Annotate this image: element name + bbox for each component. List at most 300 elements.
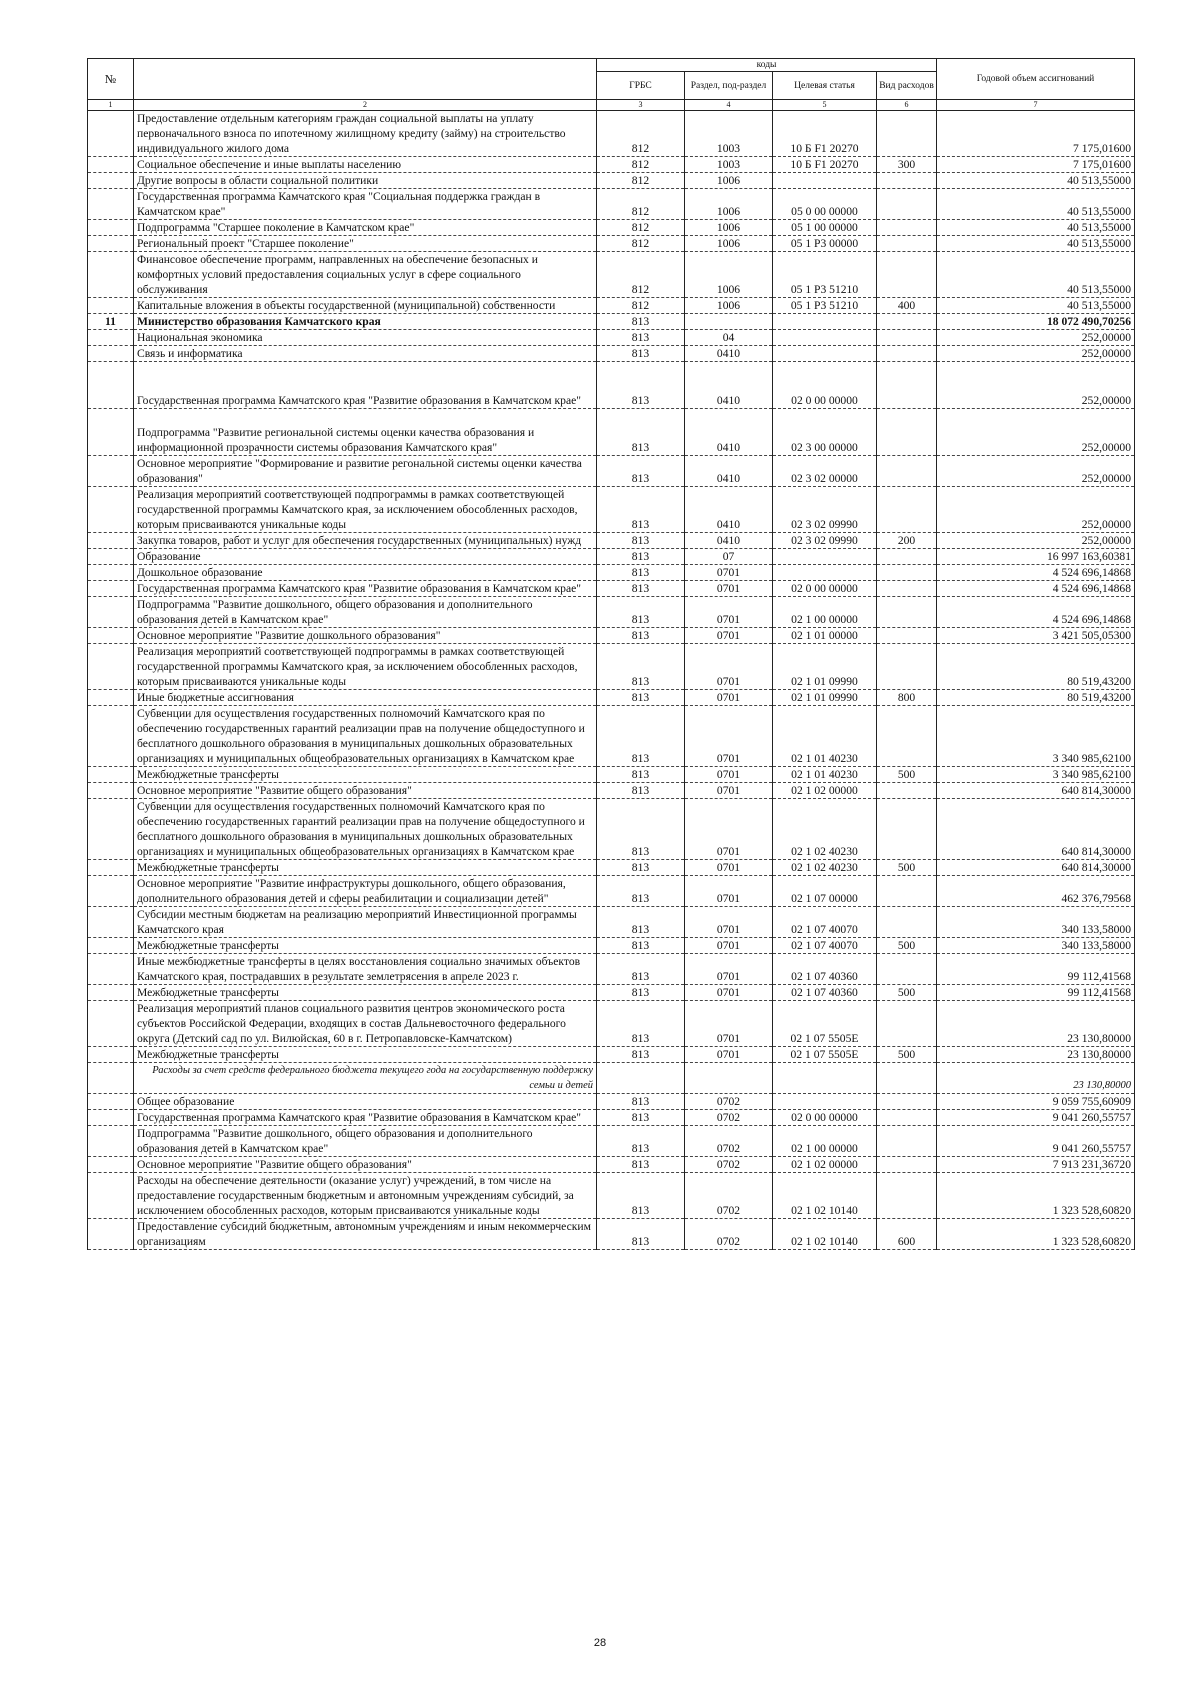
row-grbs: 813 (597, 533, 685, 549)
row-name: Основное мероприятие "Формирование и развитие регональной системы оценки качества образования" (134, 456, 597, 487)
row-celevaya: 02 1 02 10140 (773, 1173, 877, 1219)
table-row (88, 706, 1135, 767)
row-grbs: 813 (597, 1126, 685, 1157)
row-number (88, 954, 134, 985)
row-grbs: 813 (597, 644, 685, 690)
row-name: Межбюджетные трансферты (134, 938, 597, 954)
row-celevaya: 02 1 00 00000 (773, 1126, 877, 1157)
row-razdel: 0410 (685, 456, 773, 487)
row-sum: 4 524 696,14868 (937, 565, 1135, 581)
table-body (88, 111, 1135, 1250)
row-vid (877, 236, 937, 252)
row-celevaya (773, 549, 877, 565)
row-sum: 3 340 985,62100 (937, 706, 1135, 767)
row-grbs: 813 (597, 487, 685, 533)
row-grbs: 812 (597, 111, 685, 157)
row-celevaya: 02 1 02 00000 (773, 783, 877, 799)
row-number: 11 (88, 314, 134, 330)
row-name: Подпрограмма "Развитие региональной системы оценки качества образования и информационной прозрачности системы образования Камчатского края" (134, 409, 597, 456)
table-row (88, 456, 1135, 487)
row-number (88, 1063, 134, 1094)
row-number (88, 362, 134, 409)
row-number (88, 799, 134, 860)
row-celevaya: 02 1 02 40230 (773, 860, 877, 876)
row-vid (877, 799, 937, 860)
row-sum: 23 130,80000 (937, 1063, 1135, 1094)
row-grbs: 813 (597, 346, 685, 362)
table-row (88, 954, 1135, 985)
row-celevaya (773, 314, 877, 330)
row-number (88, 938, 134, 954)
header-name (134, 59, 597, 100)
row-vid: 800 (877, 690, 937, 706)
row-celevaya: 05 1 00 00000 (773, 220, 877, 236)
header-godovoy: Годовой объем ассигнований (937, 59, 1135, 100)
row-vid (877, 456, 937, 487)
row-number (88, 907, 134, 938)
row-grbs: 813 (597, 330, 685, 346)
budget-table (87, 58, 1135, 1250)
row-sum: 23 130,80000 (937, 1047, 1135, 1063)
table-row (88, 876, 1135, 907)
row-number (88, 173, 134, 189)
row-vid (877, 1063, 937, 1094)
row-vid (877, 1110, 937, 1126)
table-row (88, 173, 1135, 189)
table-row (88, 252, 1135, 298)
row-name: Основное мероприятие "Развитие инфраструктуры дошкольного, общего образования, дополнительного образования детей и сферы реабилитации и социализации детей" (134, 876, 597, 907)
row-name: Подпрограмма "Развитие дошкольного, общего образования и дополнительного образования детей в Камчатском крае" (134, 1126, 597, 1157)
row-celevaya: 05 1 P3 00000 (773, 236, 877, 252)
row-number (88, 1157, 134, 1173)
table-row (88, 1219, 1135, 1250)
table-row (88, 533, 1135, 549)
row-number (88, 157, 134, 173)
table-row (88, 111, 1135, 157)
row-sum: 462 376,79568 (937, 876, 1135, 907)
row-celevaya: 02 1 07 5505E (773, 1047, 877, 1063)
header-razdel: Раздел, под-раздел (685, 72, 773, 100)
row-number (88, 252, 134, 298)
row-vid: 500 (877, 985, 937, 1001)
table-row (88, 1001, 1135, 1047)
row-vid: 200 (877, 533, 937, 549)
row-sum: 40 513,55000 (937, 252, 1135, 298)
header-codes: коды (597, 59, 937, 72)
header-num: № (88, 59, 134, 100)
row-razdel: 0701 (685, 783, 773, 799)
table-row (88, 330, 1135, 346)
row-name: Основное мероприятие "Развитие дошкольного образования" (134, 628, 597, 644)
row-number (88, 189, 134, 220)
row-grbs: 813 (597, 314, 685, 330)
row-razdel: 0702 (685, 1094, 773, 1110)
row-sum: 9 059 755,60909 (937, 1094, 1135, 1110)
row-name: Субвенции для осуществления государственных полномочий Камчатского края по обеспечению государственных гарантий реализации прав на получение общедоступного и бесплатного дошкольного образования в муниципальных дошкольных образовательных организациях и муниципальных общеобразовательных организациях в Камчатском крае (134, 799, 597, 860)
row-sum: 340 133,58000 (937, 907, 1135, 938)
row-grbs: 812 (597, 189, 685, 220)
row-grbs: 813 (597, 860, 685, 876)
row-celevaya: 02 1 02 10140 (773, 1219, 877, 1250)
row-celevaya: 02 3 02 09990 (773, 487, 877, 533)
table-row (88, 314, 1135, 330)
row-name: Подпрограмма "Развитие дошкольного, общего образования и дополнительного образования детей в Камчатском крае" (134, 597, 597, 628)
row-number (88, 1219, 134, 1250)
row-number (88, 487, 134, 533)
row-number (88, 456, 134, 487)
row-razdel: 0701 (685, 690, 773, 706)
row-celevaya: 02 1 01 40230 (773, 767, 877, 783)
row-razdel: 0410 (685, 533, 773, 549)
row-name: Национальная экономика (134, 330, 597, 346)
row-grbs: 813 (597, 706, 685, 767)
row-number (88, 1110, 134, 1126)
budget-table-sheet (87, 58, 1134, 1250)
row-number (88, 330, 134, 346)
row-razdel: 0702 (685, 1219, 773, 1250)
row-name: Иные межбюджетные трансферты в целях восстановления социально значимых объектов Камчатского края, пострадавших в результате землетрясения в апреле 2023 г. (134, 954, 597, 985)
header-vid: Вид расходов (877, 72, 937, 100)
row-grbs: 813 (597, 938, 685, 954)
row-sum: 640 814,30000 (937, 860, 1135, 876)
row-grbs: 813 (597, 549, 685, 565)
row-sum: 252,00000 (937, 456, 1135, 487)
row-razdel: 1006 (685, 173, 773, 189)
row-name: Основное мероприятие "Развитие общего образования" (134, 1157, 597, 1173)
row-vid (877, 628, 937, 644)
row-grbs: 813 (597, 1173, 685, 1219)
row-vid (877, 111, 937, 157)
row-name: Связь и информатика (134, 346, 597, 362)
table-row (88, 487, 1135, 533)
row-number (88, 706, 134, 767)
row-name: Межбюджетные трансферты (134, 860, 597, 876)
row-number (88, 597, 134, 628)
row-sum: 3 340 985,62100 (937, 767, 1135, 783)
row-sum: 40 513,55000 (937, 173, 1135, 189)
row-name: Региональный проект "Старшее поколение" (134, 236, 597, 252)
row-celevaya: 02 0 00 00000 (773, 1110, 877, 1126)
row-razdel (685, 1063, 773, 1094)
row-number (88, 1047, 134, 1063)
row-number (88, 876, 134, 907)
row-sum: 80 519,43200 (937, 690, 1135, 706)
row-sum: 7 913 231,36720 (937, 1157, 1135, 1173)
row-vid (877, 907, 937, 938)
row-razdel: 1006 (685, 220, 773, 236)
row-celevaya: 02 1 00 00000 (773, 597, 877, 628)
row-sum: 9 041 260,55757 (937, 1126, 1135, 1157)
row-number (88, 1173, 134, 1219)
row-razdel: 0701 (685, 767, 773, 783)
row-sum: 99 112,41568 (937, 954, 1135, 985)
row-sum: 252,00000 (937, 487, 1135, 533)
row-sum: 40 513,55000 (937, 236, 1135, 252)
table-row (88, 581, 1135, 597)
row-celevaya: 02 3 00 00000 (773, 409, 877, 456)
row-celevaya: 02 1 07 40360 (773, 954, 877, 985)
row-vid (877, 362, 937, 409)
row-vid (877, 581, 937, 597)
row-grbs: 813 (597, 767, 685, 783)
row-sum: 18 072 490,70256 (937, 314, 1135, 330)
table-row (88, 549, 1135, 565)
row-name: Субсидии местным бюджетам на реализацию мероприятий Инвестиционной программы Камчатского края (134, 907, 597, 938)
page-number: 28 (593, 1637, 607, 1649)
row-number (88, 1126, 134, 1157)
row-celevaya: 02 1 01 09990 (773, 690, 877, 706)
row-vid: 500 (877, 767, 937, 783)
row-sum: 3 421 505,05300 (937, 628, 1135, 644)
row-sum: 640 814,30000 (937, 799, 1135, 860)
row-razdel: 0702 (685, 1173, 773, 1219)
row-name: Предоставление субсидий бюджетным, автономным учреждениям и иным некоммерческим организациям (134, 1219, 597, 1250)
row-sum: 80 519,43200 (937, 644, 1135, 690)
row-number (88, 1094, 134, 1110)
row-vid (877, 1126, 937, 1157)
row-number (88, 985, 134, 1001)
row-name: Образование (134, 549, 597, 565)
table-row (88, 362, 1135, 409)
row-celevaya: 02 1 07 40070 (773, 907, 877, 938)
row-celevaya: 02 3 02 09990 (773, 533, 877, 549)
row-number (88, 644, 134, 690)
row-grbs: 813 (597, 907, 685, 938)
row-name: Межбюджетные трансферты (134, 767, 597, 783)
table-row (88, 157, 1135, 173)
row-number (88, 1001, 134, 1047)
row-grbs: 813 (597, 1047, 685, 1063)
row-vid: 500 (877, 938, 937, 954)
row-grbs: 813 (597, 409, 685, 456)
row-sum: 16 997 163,60381 (937, 549, 1135, 565)
row-vid (877, 706, 937, 767)
row-vid (877, 189, 937, 220)
row-celevaya (773, 565, 877, 581)
table-row (88, 767, 1135, 783)
table-row (88, 690, 1135, 706)
row-vid: 500 (877, 860, 937, 876)
row-celevaya (773, 330, 877, 346)
row-name: Другие вопросы в области социальной политики (134, 173, 597, 189)
row-grbs: 813 (597, 985, 685, 1001)
row-vid (877, 487, 937, 533)
row-name: Подпрограмма "Старшее поколение в Камчатском крае" (134, 220, 597, 236)
table-row (88, 799, 1135, 860)
row-grbs: 812 (597, 236, 685, 252)
row-sum: 252,00000 (937, 409, 1135, 456)
row-vid (877, 549, 937, 565)
row-number (88, 111, 134, 157)
table-row (88, 346, 1135, 362)
row-celevaya: 02 1 07 40360 (773, 985, 877, 1001)
row-celevaya: 02 1 02 00000 (773, 1157, 877, 1173)
row-name: Общее образование (134, 1094, 597, 1110)
row-sum: 7 175,01600 (937, 111, 1135, 157)
row-vid (877, 314, 937, 330)
table-row (88, 220, 1135, 236)
row-vid (877, 1001, 937, 1047)
row-razdel: 0701 (685, 876, 773, 907)
col-num-7: 7 (937, 100, 1135, 111)
row-number (88, 236, 134, 252)
row-razdel: 1006 (685, 252, 773, 298)
row-sum: 40 513,55000 (937, 298, 1135, 314)
col-num-2: 2 (134, 100, 597, 111)
row-sum: 340 133,58000 (937, 938, 1135, 954)
row-name: Расходы на обеспечение деятельности (оказание услуг) учреждений, в том числе на предоставление государственным бюджетным и автономным учреждениям субсидий, за исключением обособленных расходов, которым присваиваются уникальные коды (134, 1173, 597, 1219)
row-celevaya: 02 1 07 40070 (773, 938, 877, 954)
row-sum: 252,00000 (937, 346, 1135, 362)
table-row (88, 1126, 1135, 1157)
row-sum: 40 513,55000 (937, 189, 1135, 220)
row-name: Дошкольное образование (134, 565, 597, 581)
row-vid (877, 1157, 937, 1173)
table-row (88, 597, 1135, 628)
row-vid (877, 173, 937, 189)
row-celevaya (773, 346, 877, 362)
row-sum: 1 323 528,60820 (937, 1173, 1135, 1219)
row-celevaya (773, 173, 877, 189)
row-celevaya: 02 1 01 09990 (773, 644, 877, 690)
row-grbs: 813 (597, 565, 685, 581)
row-number (88, 298, 134, 314)
row-grbs: 812 (597, 298, 685, 314)
row-vid (877, 346, 937, 362)
row-razdel: 0410 (685, 362, 773, 409)
row-razdel: 0701 (685, 1001, 773, 1047)
row-sum: 40 513,55000 (937, 220, 1135, 236)
row-sum: 252,00000 (937, 533, 1135, 549)
row-vid: 600 (877, 1219, 937, 1250)
row-grbs: 813 (597, 1110, 685, 1126)
row-razdel: 0701 (685, 706, 773, 767)
row-number (88, 409, 134, 456)
row-celevaya: 02 0 00 00000 (773, 581, 877, 597)
row-vid (877, 597, 937, 628)
row-number (88, 565, 134, 581)
row-razdel: 0701 (685, 907, 773, 938)
row-sum: 4 524 696,14868 (937, 581, 1135, 597)
row-razdel: 1003 (685, 157, 773, 173)
row-razdel: 1003 (685, 111, 773, 157)
row-number (88, 533, 134, 549)
row-razdel: 1006 (685, 189, 773, 220)
col-num-4: 4 (685, 100, 773, 111)
row-celevaya: 02 1 01 00000 (773, 628, 877, 644)
row-razdel: 0410 (685, 487, 773, 533)
header-grbs: ГРБС (597, 72, 685, 100)
header-celevaya: Целевая статья (773, 72, 877, 100)
row-sum: 252,00000 (937, 362, 1135, 409)
row-razdel: 0701 (685, 628, 773, 644)
col-num-3: 3 (597, 100, 685, 111)
table-row (88, 783, 1135, 799)
row-razdel: 0701 (685, 1047, 773, 1063)
row-name: Государственная программа Камчатского края "Развитие образования в Камчатском крае" (134, 581, 597, 597)
row-vid (877, 252, 937, 298)
row-razdel: 0410 (685, 346, 773, 362)
row-grbs: 813 (597, 456, 685, 487)
row-celevaya: 02 1 07 5505E (773, 1001, 877, 1047)
row-razdel: 0701 (685, 985, 773, 1001)
row-name: Реализация мероприятий соответствующей подпрограммы в рамках соответствующей государственной программы Камчатского края, за исключением обособленных расходов, которым присваиваются уникальные коды (134, 487, 597, 533)
row-celevaya: 10 Б F1 20270 (773, 111, 877, 157)
row-razdel: 0702 (685, 1157, 773, 1173)
table-row (88, 907, 1135, 938)
row-razdel: 0701 (685, 954, 773, 985)
row-grbs: 812 (597, 157, 685, 173)
row-name: Государственная программа Камчатского края "Социальная поддержка граждан в Камчатском крае" (134, 189, 597, 220)
col-num-5: 5 (773, 100, 877, 111)
row-name: Финансовое обеспечение программ, направленных на обеспечение безопасных и комфортных условий предоставления социальных услуг в сфере социального обслуживания (134, 252, 597, 298)
row-vid (877, 1173, 937, 1219)
row-grbs: 813 (597, 362, 685, 409)
row-sum: 1 323 528,60820 (937, 1219, 1135, 1250)
table-row (88, 985, 1135, 1001)
row-name: Основное мероприятие "Развитие общего образования" (134, 783, 597, 799)
table-row (88, 236, 1135, 252)
row-grbs: 813 (597, 799, 685, 860)
row-razdel: 0701 (685, 597, 773, 628)
row-vid (877, 330, 937, 346)
row-celevaya: 02 1 02 40230 (773, 799, 877, 860)
row-grbs: 812 (597, 220, 685, 236)
row-name: Субвенции для осуществления государственных полномочий Камчатского края по обеспечению государственных гарантий реализации прав на получение общедоступного и бесплатного дошкольного образования в муниципальных дошкольных образовательных организациях и муниципальных общеобразовательных организациях в Камчатском крае (134, 706, 597, 767)
table-row (88, 1157, 1135, 1173)
row-celevaya: 05 1 P3 51210 (773, 252, 877, 298)
row-razdel: 04 (685, 330, 773, 346)
row-grbs: 813 (597, 628, 685, 644)
table-row (88, 1110, 1135, 1126)
row-grbs: 813 (597, 1001, 685, 1047)
row-sum: 252,00000 (937, 330, 1135, 346)
row-sum: 4 524 696,14868 (937, 597, 1135, 628)
row-razdel: 0701 (685, 644, 773, 690)
table-row (88, 1094, 1135, 1110)
col-num-1: 1 (88, 100, 134, 111)
table-row (88, 565, 1135, 581)
row-vid (877, 644, 937, 690)
row-grbs: 812 (597, 252, 685, 298)
table-row (88, 1173, 1135, 1219)
row-grbs: 813 (597, 1094, 685, 1110)
row-celevaya (773, 1094, 877, 1110)
row-razdel: 0410 (685, 409, 773, 456)
row-celevaya: 02 1 07 00000 (773, 876, 877, 907)
row-name: Социальное обеспечение и иные выплаты населению (134, 157, 597, 173)
row-celevaya: 05 1 P3 51210 (773, 298, 877, 314)
row-number (88, 783, 134, 799)
row-sum: 99 112,41568 (937, 985, 1135, 1001)
row-vid (877, 783, 937, 799)
row-sum: 640 814,30000 (937, 783, 1135, 799)
row-number (88, 628, 134, 644)
row-razdel: 0702 (685, 1110, 773, 1126)
row-name: Государственная программа Камчатского края "Развитие образования в Камчатском крае" (134, 1110, 597, 1126)
row-number (88, 346, 134, 362)
row-celevaya: 02 3 02 00000 (773, 456, 877, 487)
row-name: Министерство образования Камчатского края (134, 314, 597, 330)
row-razdel: 0701 (685, 565, 773, 581)
row-grbs: 813 (597, 690, 685, 706)
row-vid (877, 220, 937, 236)
row-vid (877, 954, 937, 985)
row-vid: 300 (877, 157, 937, 173)
row-vid (877, 1094, 937, 1110)
row-name: Предоставление отдельным категориям граждан социальной выплаты на уплату первоначального взноса по ипотечному жилищному кредиту (займу) на строительство индивидуального жилого дома (134, 111, 597, 157)
row-celevaya: 10 Б F1 20270 (773, 157, 877, 173)
